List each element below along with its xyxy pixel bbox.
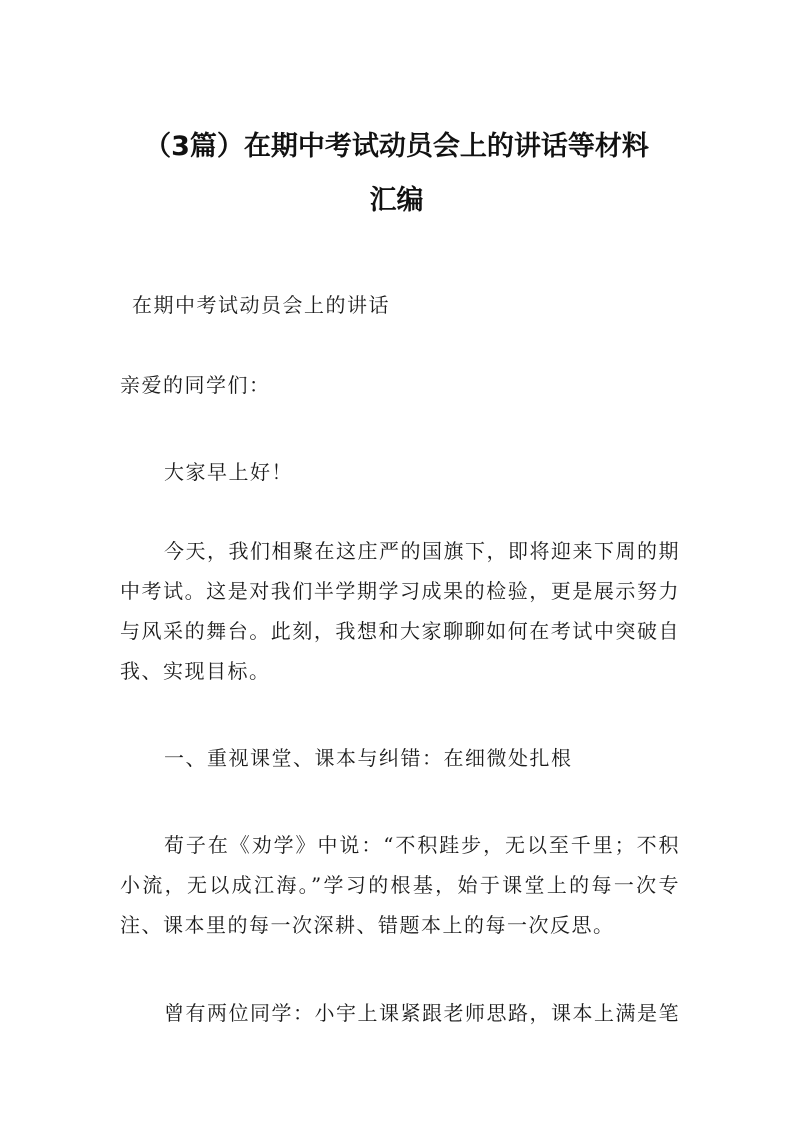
- section-heading-1: 一、重视课堂、课本与纠错：在细微处扎根: [164, 746, 573, 770]
- speech-subtitle: 在期中考试动员会上的讲话: [132, 293, 390, 317]
- paragraph-2-line-2: 小流，无以成江海。”学习的根基，始于课堂上的每一次专: [120, 873, 680, 897]
- paragraph-2-line-3: 注、课本里的每一次深耕、错题本上的每一次反思。: [120, 913, 615, 937]
- paragraph-1-line-1: 今天，我们相聚在这庄严的国旗下，即将迎来下周的期: [164, 539, 680, 563]
- paragraph-2-line-1: 荀子在《劝学》中说：“不积跬步，无以至千里；不积: [164, 833, 680, 857]
- greeting: 大家早上好！: [164, 460, 293, 484]
- title-line-2: 汇编: [369, 185, 424, 216]
- paragraph-1-line-4: 我、实现目标。: [120, 659, 271, 683]
- title-line-1: （3篇）在期中考试动员会上的讲话等材料: [144, 131, 649, 162]
- salutation: 亲爱的同学们：: [120, 373, 271, 397]
- document-title: [110, 120, 683, 228]
- paragraph-3-line-1: 曾有两位同学：小宇上课紧跟老师思路，课本上满是笔: [164, 1001, 680, 1025]
- paragraph-1-line-3: 与风采的舞台。此刻，我想和大家聊聊如何在考试中突破自: [120, 619, 680, 643]
- paragraph-1-line-2: 中考试。这是对我们半学期学习成果的检验，更是展示努力: [120, 579, 680, 603]
